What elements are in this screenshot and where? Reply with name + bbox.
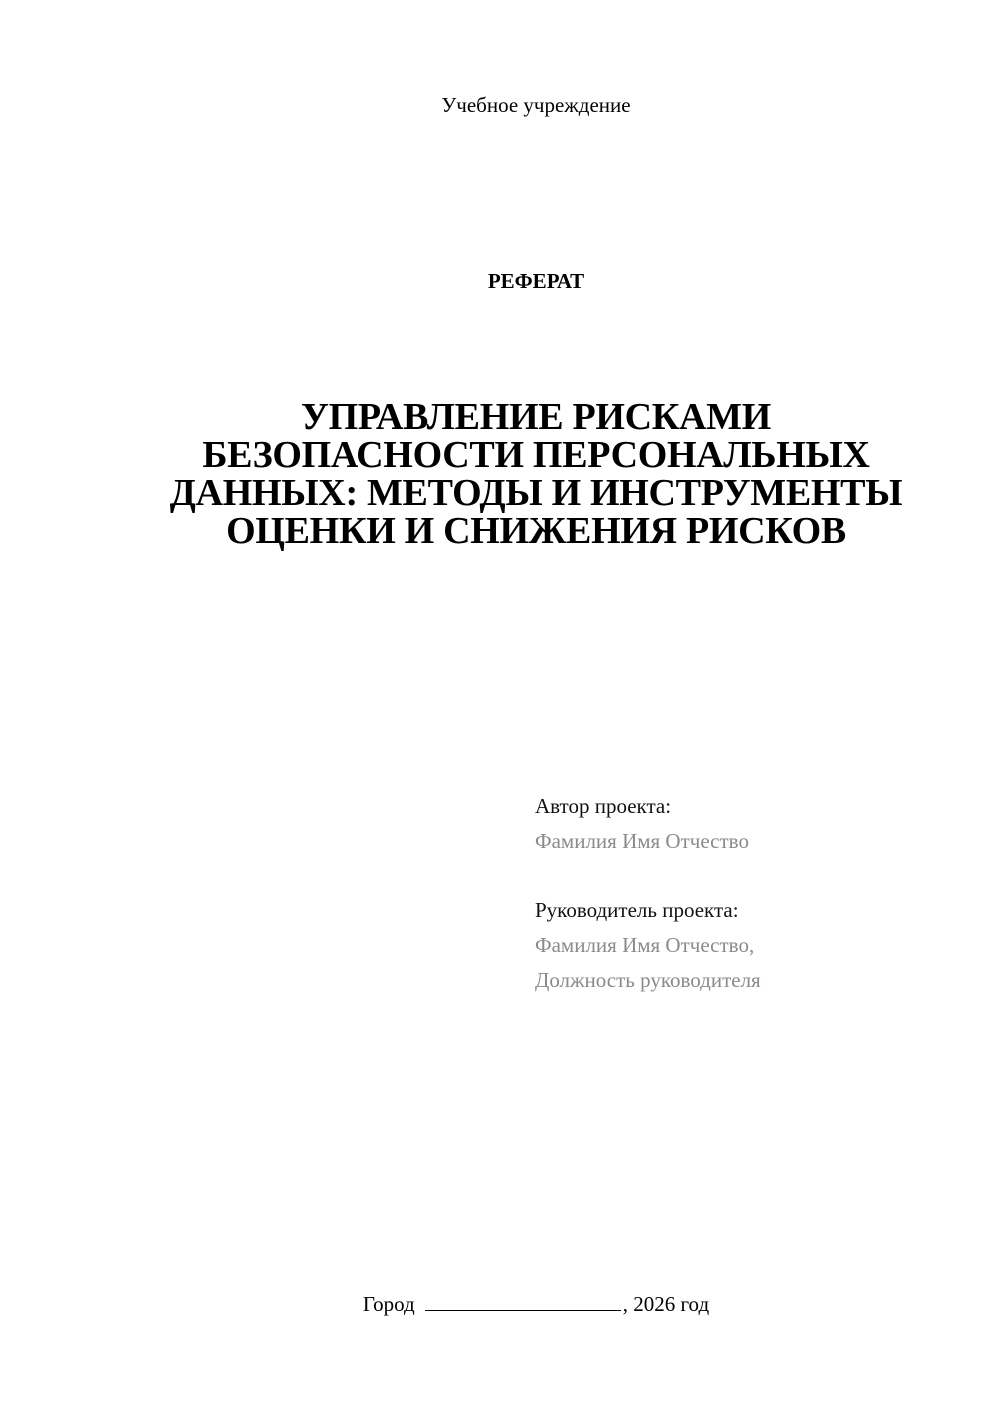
title-line: ДАННЫХ: МЕТОДЫ И ИНСТРУМЕНТЫ: [169, 472, 903, 514]
title-line: УПРАВЛЕНИЕ РИСКАМИ: [301, 396, 771, 438]
document-type: РЕФЕРАТ: [487, 269, 585, 293]
footer-city-year: [0, 1289, 1000, 1319]
institution-name: Учебное учреждение: [441, 93, 631, 117]
title-line: ОЦЕНКИ И СНИЖЕНИЯ РИСКОВ: [226, 510, 846, 552]
document-title: [130, 398, 942, 550]
author-label: Автор проекта:: [535, 794, 672, 818]
title-line: БЕЗОПАСНОСТИ ПЕРСОНАЛЬНЫХ: [202, 434, 870, 476]
supervisor-name: Фамилия Имя Отчество,: [535, 933, 755, 957]
city-label: Город: [362, 1292, 415, 1316]
city-blank-line: [425, 1289, 621, 1311]
credits-block: [535, 789, 761, 998]
author-name: Фамилия Имя Отчество: [535, 829, 749, 853]
credits-spacer: [535, 859, 761, 893]
supervisor-position: Должность руководителя: [535, 968, 761, 992]
supervisor-label: Руководитель проекта:: [535, 898, 739, 922]
year-text: , 2026 год: [622, 1292, 710, 1316]
